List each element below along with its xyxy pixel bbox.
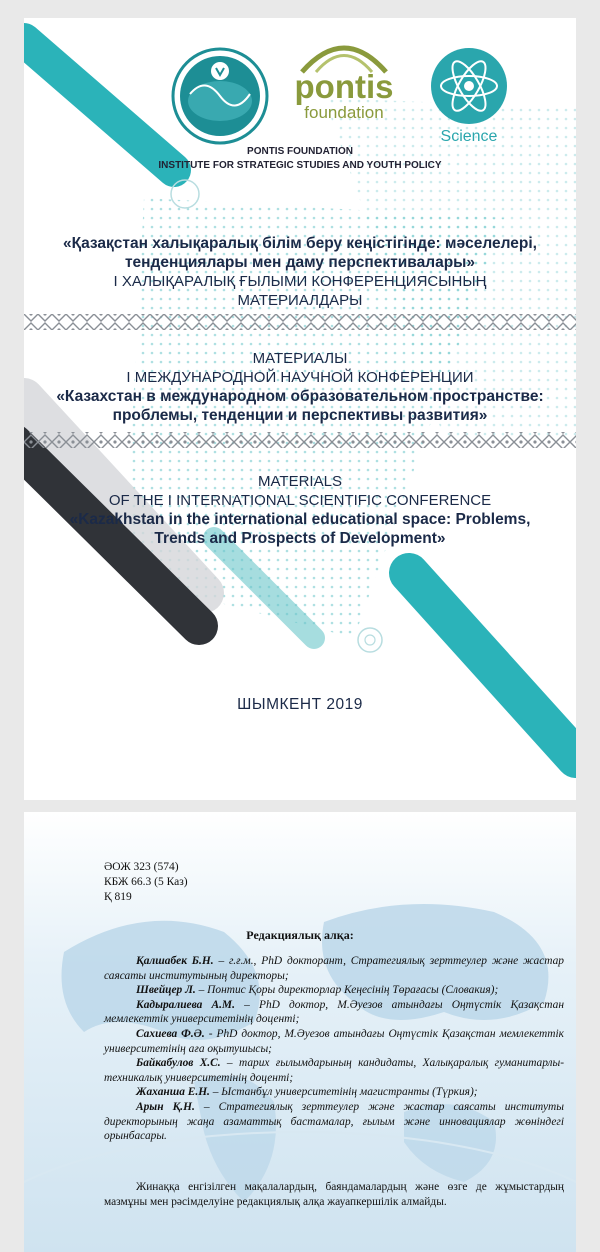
city-year: ШЫМКЕНТ 2019: [237, 696, 363, 713]
list-item: Швейцер Л. – Понтис Қоры директорлар Кеңесінің Төрағасы (Словакия);: [136, 984, 499, 997]
list-item: Қалшабек Б.Н. – г.ғ.м., PhD докторант, Стратегиялық зерттеулер және жастар саясаты институтының директоры;: [104, 955, 565, 982]
institute-logo-icon: [170, 46, 270, 146]
en-heading-line2: OF THE I INTERNATIONAL SCIENTIFIC CONFERENCE: [108, 492, 492, 509]
editorial-board-list: [104, 954, 564, 1144]
kz-subtitle-line1: I ХАЛЫҚАРАЛЫҚ ҒЫЛЫМИ КОНФЕРЕНЦИЯСЫНЫҢ: [113, 273, 487, 290]
list-item: Арын Қ.Н. – Стратегиялық зерттеулер және жастар саясаты институты директорының жаңа азаматтық бастамалар, ғылым және инновациялар жөніндегі орынбасары.: [104, 1100, 564, 1143]
org-name-line2: INSTITUTE FOR STRATEGIC STUDIES AND YOUTH POLICY: [158, 160, 442, 171]
ru-title-line2: проблемы, тенденции и перспективы развития»: [112, 407, 488, 424]
ru-heading-line1: МАТЕРИАЛЫ: [252, 350, 348, 367]
classification-codes: [104, 860, 188, 905]
ru-title-line1: «Казахстан в международном образовательном пространстве:: [56, 388, 544, 405]
list-item: Кадыралиева А.М. – PhD доктор, М.Әуезов атындағы Оңтүстік Қазақстан мемлекеттік университетінің доценті;: [104, 998, 564, 1026]
org-name-line1: PONTIS FOUNDATION: [247, 146, 353, 157]
udc-code: ӘОЖ 323 (574): [104, 861, 179, 873]
logo-row: [24, 46, 576, 186]
science-logo-word: Science: [440, 128, 498, 145]
disclaimer-note: Жинаққа енгізілген мақалалардың, баяндамалардың және өзге де жұмыстардың мазмұны мен рәсімделуіне редакциялық алқа жауапкершілік алмайды.: [104, 1181, 564, 1208]
imprint-page: [24, 812, 576, 1252]
editorial-board-title: Редакциялық алқа:: [246, 928, 354, 942]
cover-page: [24, 18, 576, 800]
ru-heading-line2: I МЕЖДУНАРОДНОЙ НАУЧНОЙ КОНФЕРЕНЦИИ: [126, 369, 474, 386]
kz-title-line1: «Қазақстан халықаралық білім беру кеңістігінде: мәселелері,: [63, 235, 537, 252]
en-title-line2: Trends and Prospects of Development»: [154, 530, 446, 547]
bbk-code: КБЖ 66.3 (5 Каз): [104, 876, 188, 888]
en-title-line1: «Kazakhstan in the international educational space: Problems,: [69, 511, 531, 528]
foundation-logo-word: foundation: [304, 103, 384, 122]
pontis-logo-word: pontis: [294, 68, 394, 105]
science-atom-icon: [429, 46, 509, 126]
en-heading-line1: MATERIALS: [258, 473, 342, 490]
kz-subtitle-line2: МАТЕРИАЛДАРЫ: [237, 292, 363, 309]
list-item: Сахиева Ф.Ә. - PhD доктор, М.Әуезов атындағы Оңтүстік Қазақстан мемлекеттік университетінің аға оқытушысы;: [104, 1027, 564, 1055]
list-item: Жаханша Е.Н. – Ыстанбұл университетінің магистранты (Түркия);: [136, 1086, 478, 1099]
author-code: Қ 819: [104, 891, 132, 903]
kz-title-line2: тенденциялары мен даму перспективалары»: [124, 254, 476, 271]
list-item: Байкабулов Х.С. – тарих ғылымдарының кандидаты, Халықаралық гуманитарлы-техникалық университетінің доценті;: [104, 1057, 564, 1084]
